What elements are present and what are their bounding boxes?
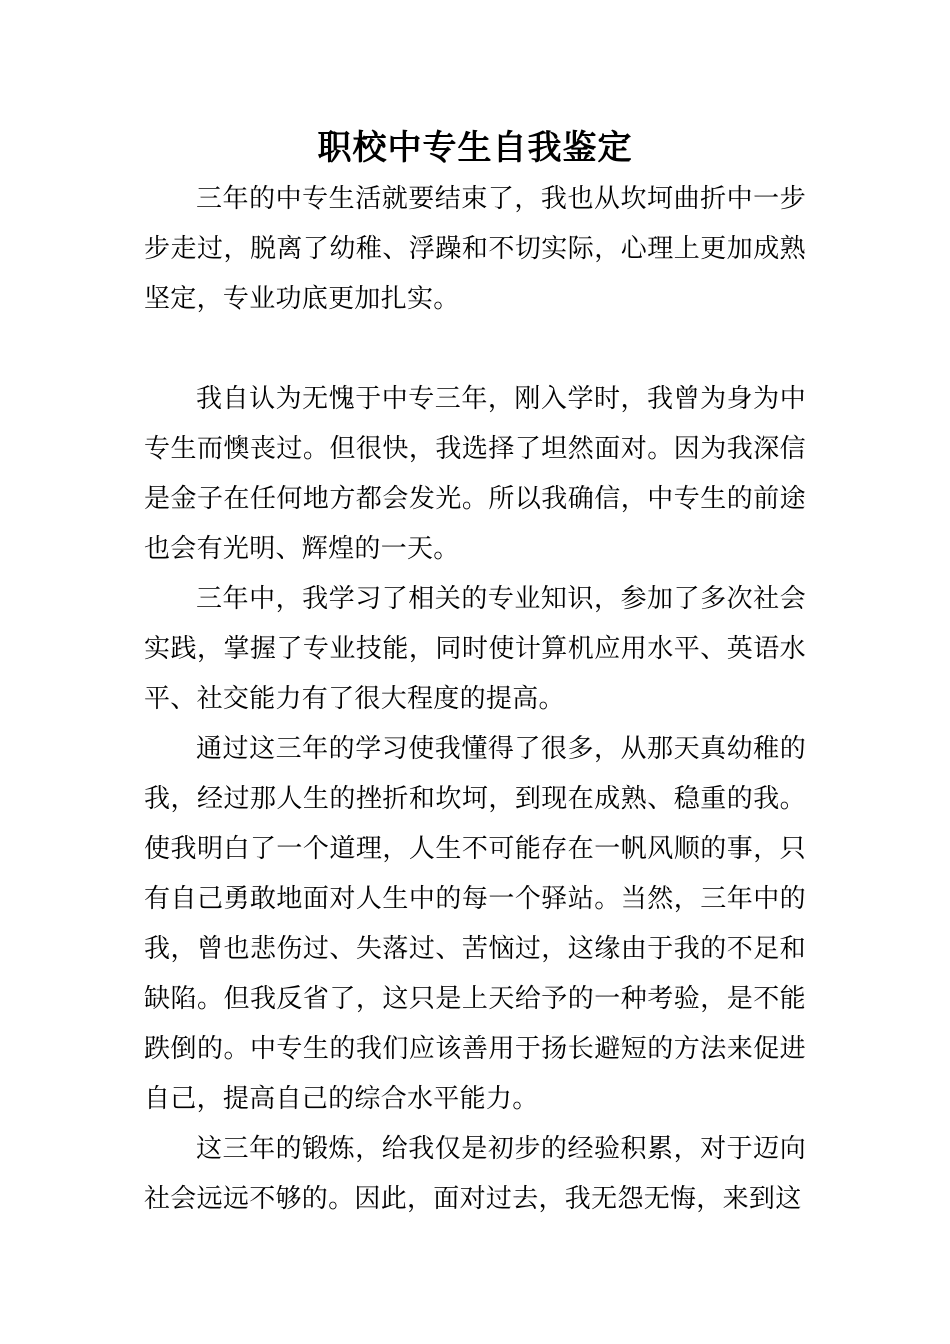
paragraph-2: 我自认为无愧于中专三年，刚入学时，我曾为身为中专生而懊丧过。但很快，我选择了坦然面对。因为我深信是金子在任何地方都会发光。所以我确信，中专生的前途也会有光明、辉煌的一天。 bbox=[144, 384, 806, 564]
paragraph-1: 三年的中专生活就要结束了，我也从坎坷曲折中一步步走过，脱离了幼稚、浮躁和不切实际，心理上更加成熟坚定，专业功底更加扎实。 bbox=[144, 184, 806, 314]
paragraph-4: 通过这三年的学习使我懂得了很多，从那天真幼稚的我，经过那人生的挫折和坎坷，到现在成熟、稳重的我。使我明白了一个道理，人生不可能存在一帆风顺的事，只有自己勇敢地面对人生中的每一个驿站。当然，三年中的我，曾也悲伤过、失落过、苦恼过，这缘由于我的不足和缺陷。但我反省了，这只是上天给予的一种考验，是不能跌倒的。中专生的我们应该善用于扬长避短的方法来促进自己，提高自己的综合水平能力。 bbox=[144, 734, 806, 1114]
document-body bbox=[144, 174, 806, 1224]
paragraph-5: 这三年的锻炼，给我仅是初步的经验积累，对于迈向社会远远不够的。因此，面对过去，我无怨无悔，来到这 bbox=[144, 1134, 806, 1214]
document-title: 职校中专生自我鉴定 bbox=[317, 128, 633, 168]
paragraph-3: 三年中，我学习了相关的专业知识，参加了多次社会实践，掌握了专业技能，同时使计算机应用水平、英语水平、社交能力有了很大程度的提高。 bbox=[144, 584, 806, 714]
blank-line bbox=[144, 324, 806, 374]
